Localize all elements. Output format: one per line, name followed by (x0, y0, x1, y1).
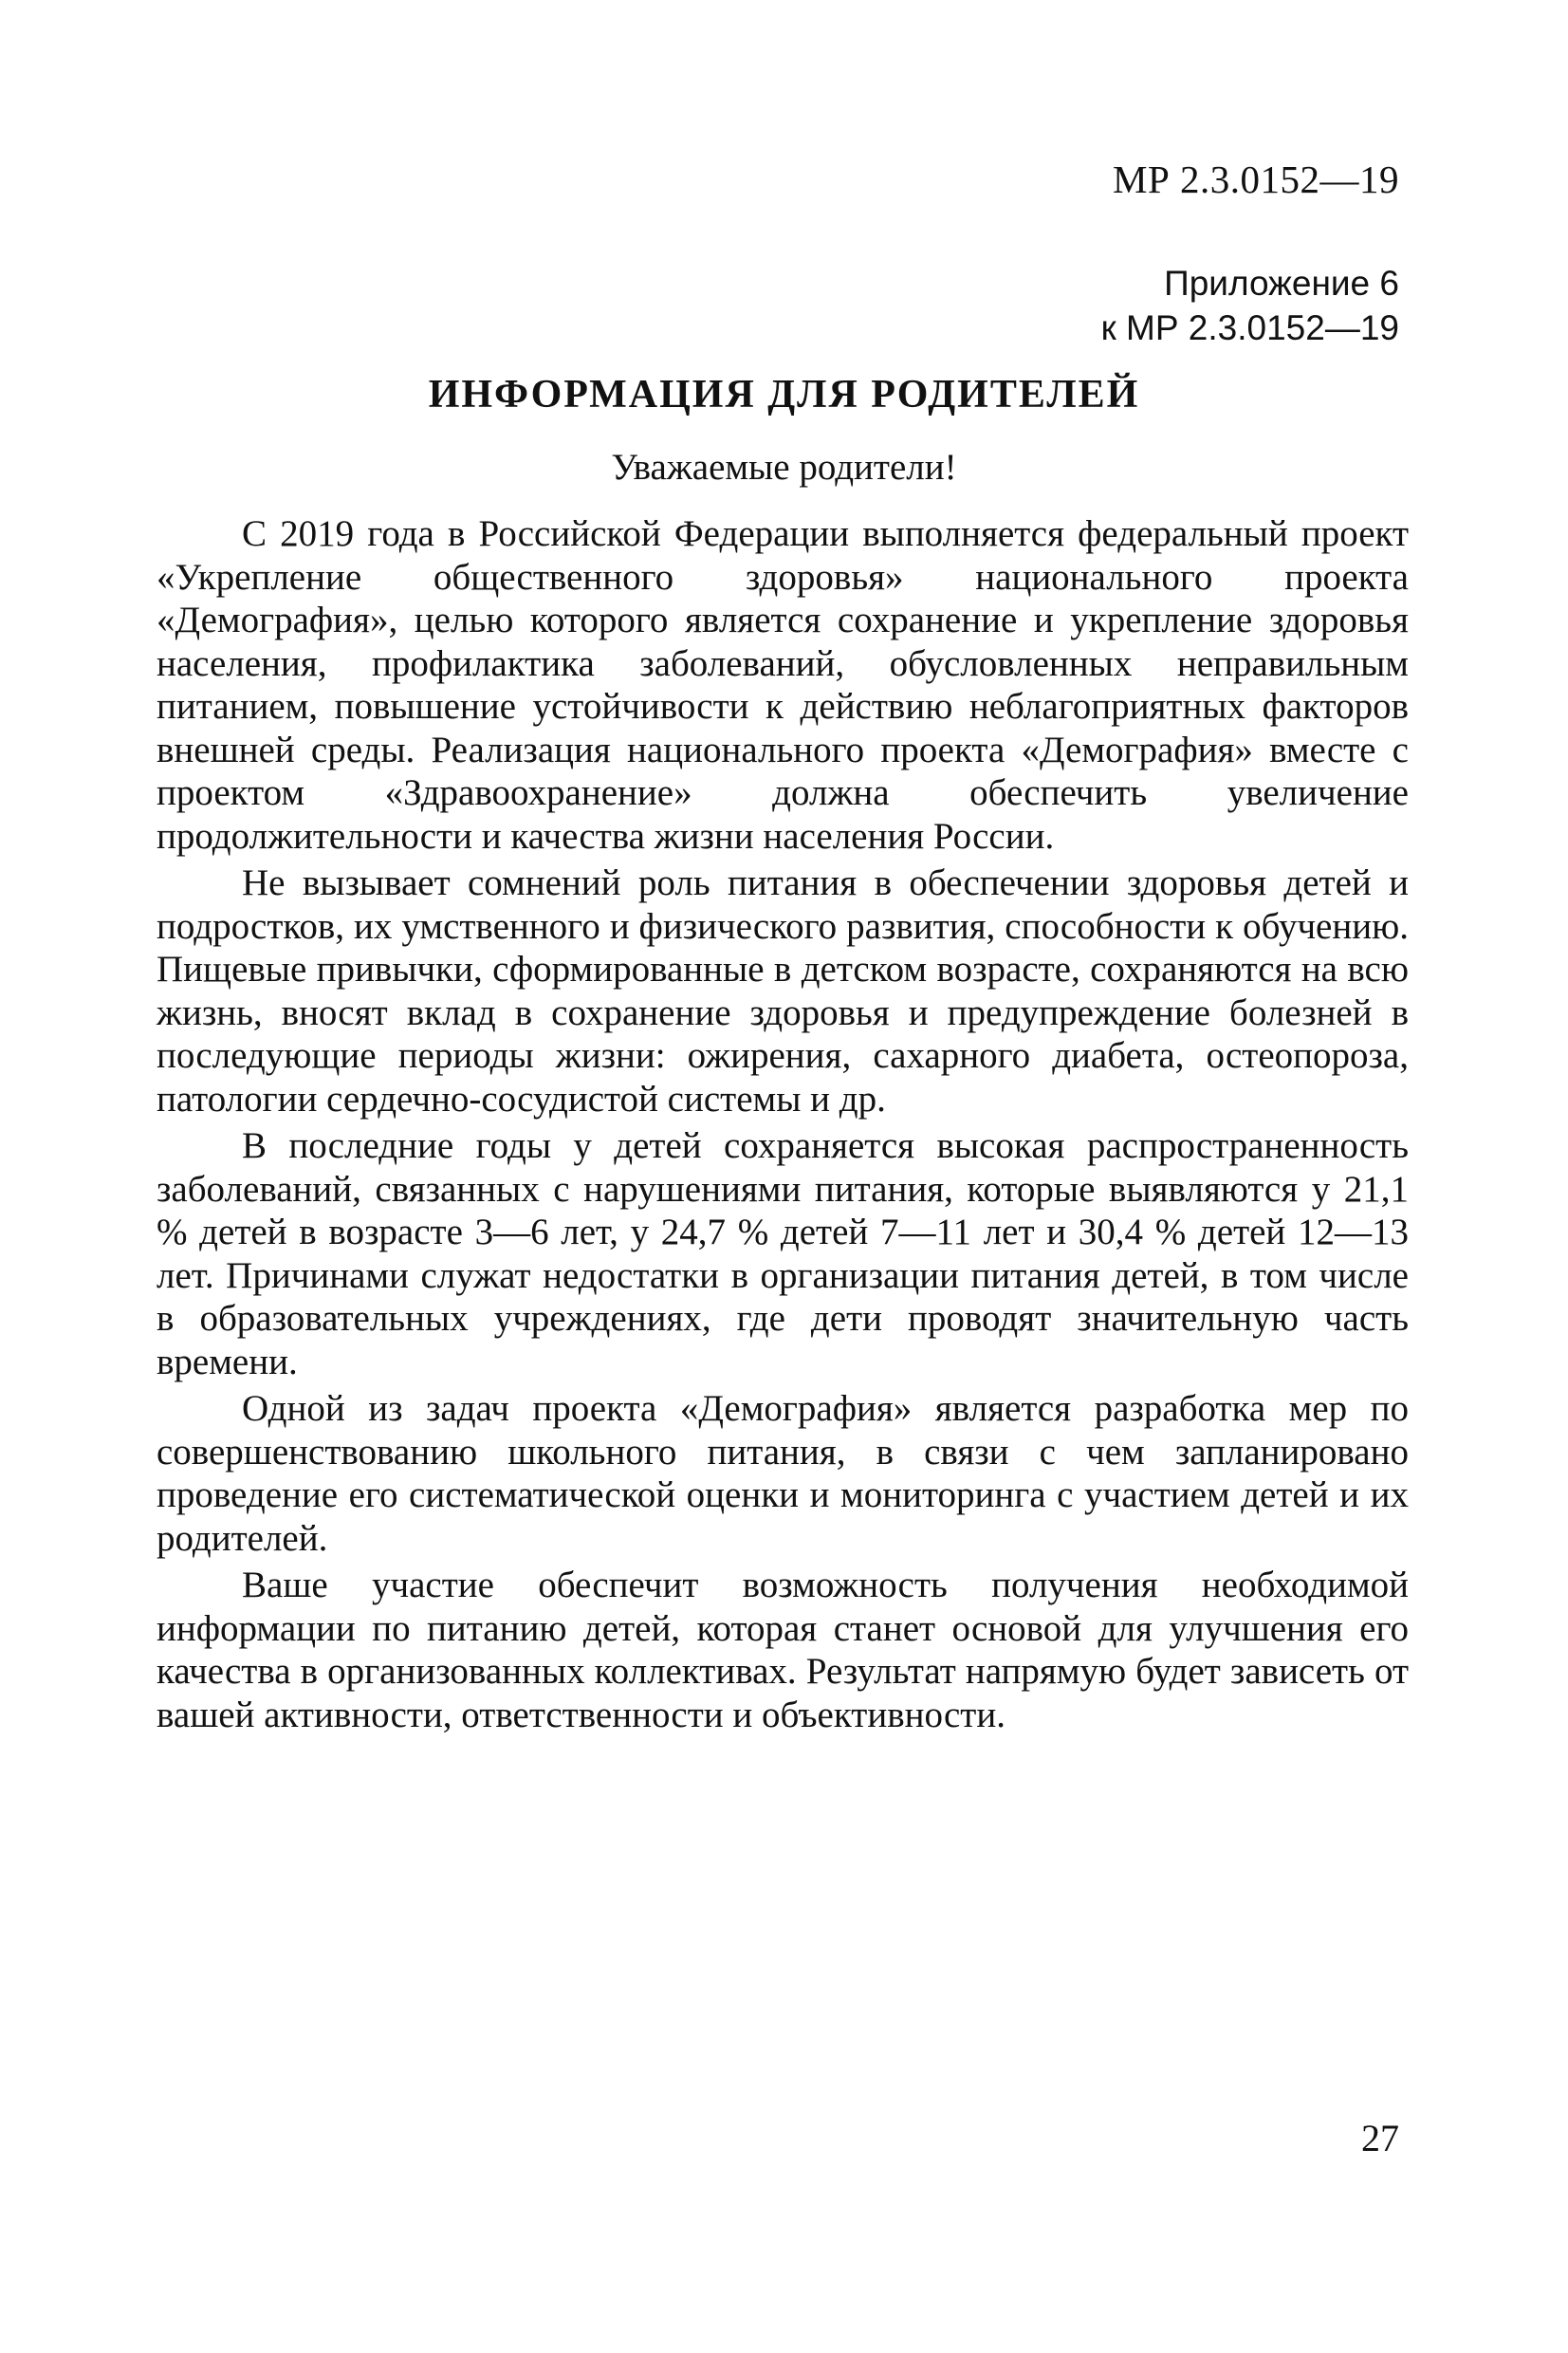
paragraph: Ваше участие обеспечит возможность получения необходимой информации по питанию детей, которая станет основой для улучшения его качества в организованных коллективах. Результат напрямую будет зависеть от вашей активности, ответственности и объективности. (157, 1565, 1409, 1735)
appendix-document: к МР 2.3.0152—19 (1100, 308, 1399, 347)
paragraph: Одной из задач проекта «Демография» является разработка мер по совершенствованию школьного питания, в связи с чем запланировано проведение его систематической оценки и мониторинга с участием детей и их родителей. (157, 1388, 1409, 1559)
paragraph: В последние годы у детей сохраняется высокая распространенность заболеваний, связанных с нарушениями питания, которые выявляются у 21,1 % детей в возрасте 3—6 лет, у 24,7 % детей 7—11 лет и 30,4 % детей 12—13 лет. Причинами служат недостатки в организации питания детей, в том числе в образовательных учреждениях, где дети проводят значительную часть времени. (157, 1125, 1409, 1382)
appendix-number: Приложение 6 (1164, 264, 1399, 303)
paragraph: Не вызывает сомнений роль питания в обеспечении здоровья детей и подростков, их умственного и физического развития, способности к обучению. Пищевые привычки, сформированные в детском возрасте, сохраняются на всю жизнь, вносят вклад в сохранение здоровья и предупреждение болезней в последующие периоды жизни: ожирения, сахарного диабета, остеопороза, патологии сердечно-сосудистой системы и др. (157, 862, 1409, 1120)
paragraph: С 2019 года в Российской Федерации выполняется федеральный проект «Укрепление общественного здоровья» национального проекта «Демография», целью которого является сохранение и укрепление здоровья населения, профилактика заболеваний, обусловленных неправильным питанием, повышение устойчивости к действию неблагоприятных факторов внешней среды. Реализация национального проекта «Демография» вместе с проектом «Здравоохранение» должна обеспечить увеличение продолжительности и качества жизни населения России. (157, 513, 1409, 857)
document-code: МР 2.3.0152—19 (1112, 157, 1399, 201)
body-text (157, 512, 1409, 1740)
page-number: 27 (1361, 2117, 1399, 2159)
appendix-reference (1101, 261, 1399, 350)
page-title: ИНФОРМАЦИЯ ДЛЯ РОДИТЕЛЕЙ (428, 373, 1140, 417)
salutation: Уважаемые родители! (611, 447, 957, 488)
